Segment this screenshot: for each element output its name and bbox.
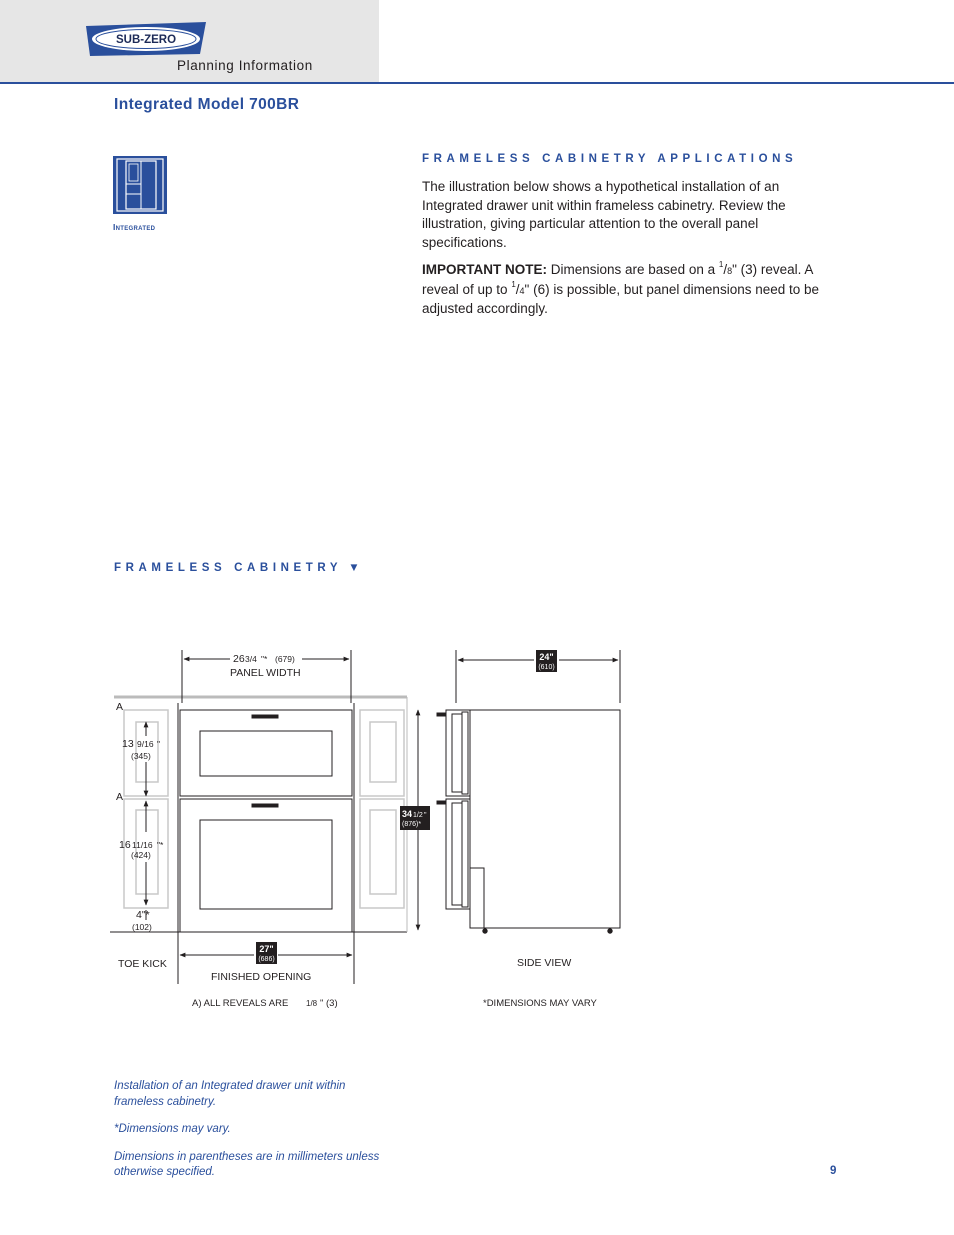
bottom-drawer-mark: "* [157, 840, 164, 850]
reveal-marker-top: A [116, 701, 124, 713]
height-whole: 34 [402, 809, 413, 819]
dimensions-vary-note: *DIMENSIONS MAY VARY [483, 998, 597, 1009]
note-frac1-den: 8 [727, 265, 733, 276]
top-drawer-frac: 9/16 [137, 739, 154, 749]
toe-kick-label: TOE KICK [118, 958, 167, 970]
side-view-label: SIDE VIEW [517, 957, 572, 969]
top-drawer-mark: " [157, 739, 161, 749]
applications-heading: FRAMELESS CABINETRY APPLICATIONS [422, 153, 798, 165]
reveal-marker-mid: A [116, 791, 124, 803]
note-frac2-num: 1 [511, 280, 516, 290]
section-label: Planning Information [177, 58, 313, 73]
page-number: 9 [830, 1165, 837, 1177]
panel-width-label: PANEL WIDTH [230, 667, 301, 679]
icon-label: Integrated [113, 222, 156, 232]
panel-width-mark: "* [261, 654, 268, 664]
note-text-2: " (3) reveal. A reveal of up to [422, 261, 813, 297]
frameless-heading-text: FRAMELESS CABINETRY [114, 562, 343, 574]
opening-in: 27" [259, 944, 274, 954]
reveal-note-a: A) ALL REVEALS ARE [192, 998, 289, 1009]
caption-dimensions-vary: *Dimensions may vary. [114, 1123, 231, 1135]
opening-mm: (686) [258, 956, 275, 963]
caption-millimeters: Dimensions in parentheses are in millimeters unless otherwise specified. [114, 1150, 380, 1178]
top-drawer-mm: (345) [131, 751, 151, 761]
reveal-note-b: " (3) [320, 998, 338, 1009]
opening-label: FINISHED OPENING [211, 971, 312, 983]
important-note: IMPORTANT NOTE: Dimensions are based on a $^1$/8" (3) reveal. A reveal of up to $^1$/4" (6) is possible, but panel dimensions need to be adjusted accordingly. [422, 260, 820, 317]
down-arrow-icon: ▼ [348, 562, 360, 574]
reveal-note-frac: 1/8 [306, 999, 318, 1008]
top-drawer-whole: 13 [122, 738, 134, 750]
depth-mm: (610) [538, 664, 555, 671]
panel-width-mm: (679) [275, 654, 295, 664]
note-text-3: " (6) is possible, but panel dimensions need to be adjusted accordingly. [422, 281, 820, 317]
page-title: Integrated Model 700BR [114, 96, 300, 113]
figure-captions [114, 1079, 384, 1193]
height-frac: 1/2 [413, 812, 423, 819]
bottom-drawer-frac: 11/16 [132, 840, 153, 850]
intro-paragraph: The illustration below shows a hypothetical installation of an Integrated drawer unit within frameless cabinetry. Review the illustration, giving particular attention to the overall panel specifications. [422, 179, 786, 251]
note-frac2-den: 4 [519, 285, 525, 296]
toe-kick-in: 4"* [136, 909, 150, 921]
caption-installation: Installation of an Integrated drawer unit within frameless cabinetry. [114, 1080, 346, 1108]
depth-in: 24" [539, 652, 554, 662]
height-mark: " [424, 812, 427, 819]
bottom-drawer-whole: 16 [119, 839, 131, 851]
logo-text: SUB-ZERO [115, 34, 177, 46]
height-mm: (876)* [402, 821, 422, 828]
panel-width-frac: 3/4 [245, 654, 257, 664]
panel-width-whole: 26 [233, 653, 245, 665]
note-text-1: Dimensions are based on a [547, 261, 719, 277]
toe-kick-mm: (102) [132, 922, 152, 932]
bottom-drawer-mm: (424) [131, 850, 151, 860]
note-label: IMPORTANT NOTE: [422, 261, 547, 277]
note-frac1-num: 1 [718, 260, 724, 270]
